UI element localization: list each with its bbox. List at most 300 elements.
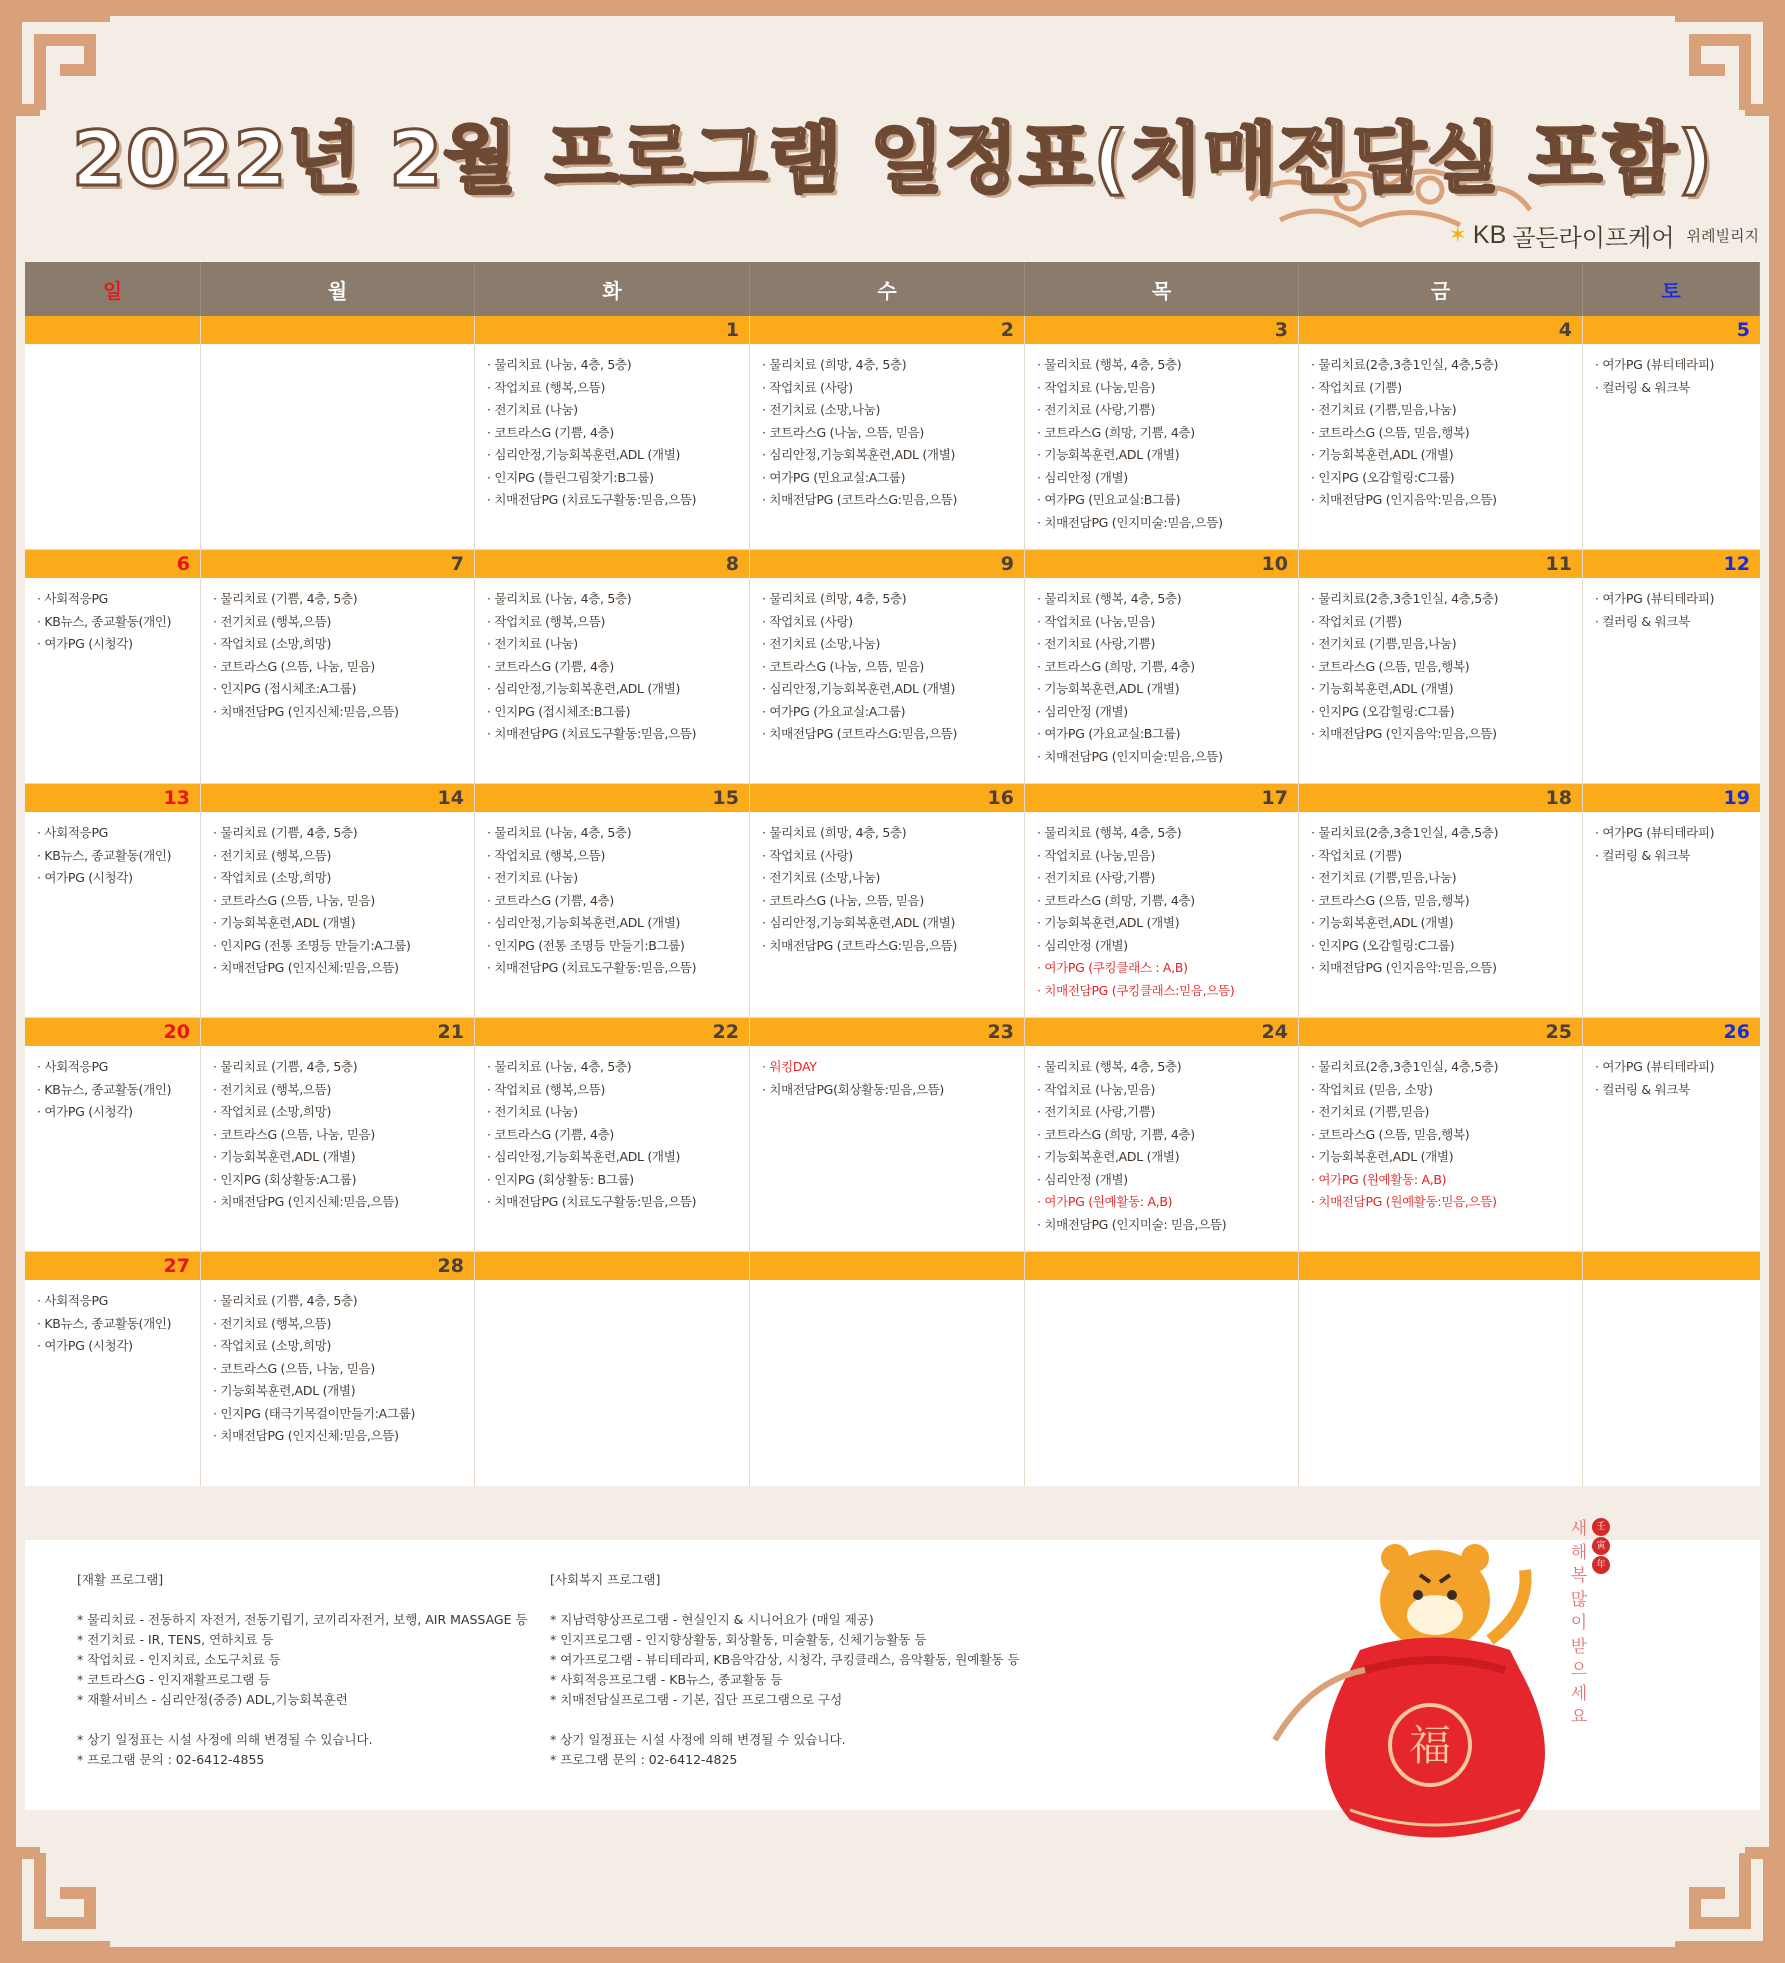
- schedule-item: · 코트라스G (희망, 기쁨, 4층): [1037, 658, 1195, 674]
- calendar-day: [201, 1252, 475, 1486]
- day-number: 22: [475, 1018, 749, 1046]
- day-schedule: [25, 1046, 200, 1251]
- schedule-item: · 전기치료 (행복,으뜸): [213, 847, 332, 863]
- calendar-weeks: [25, 316, 1760, 1486]
- day-schedule: [750, 1046, 1024, 1251]
- day-number: 8: [475, 550, 749, 578]
- schedule-item: · 코트라스G (나눔, 으뜸, 믿음): [762, 424, 925, 440]
- day-schedule: [1583, 1280, 1760, 1486]
- schedule-item: · 인지PG (틀린그림찾기:B그룹): [487, 469, 654, 485]
- schedule-item: · 물리치료 (행복, 4층, 5층): [1037, 591, 1182, 606]
- day-number: 13: [25, 784, 200, 812]
- schedule-item: · 여가PG (뷰티테라피): [1595, 825, 1715, 840]
- day-number: 17: [1025, 784, 1298, 812]
- schedule-item: · 작업치료 (행복,으뜸): [487, 1081, 606, 1097]
- calendar-day: [25, 550, 201, 783]
- schedule-item: · 전기치료 (사랑,기쁨): [1037, 1104, 1156, 1119]
- schedule-item: · 인지PG (접시체조:A그룹): [213, 681, 357, 696]
- brand-kb: KB: [1472, 221, 1507, 249]
- day-number: [1583, 1252, 1760, 1280]
- calendar-day: [1583, 1252, 1760, 1486]
- calendar-day: [1583, 1018, 1760, 1251]
- calendar-day: [750, 550, 1025, 783]
- welfare-line: * 치매전담실프로그램 - 기본, 집단 프로그램으로 구성: [550, 1692, 843, 1707]
- weekday-thu: 목: [1025, 262, 1299, 316]
- schedule-item: · 물리치료(2층,3층1인실, 4층,5층): [1311, 825, 1499, 840]
- schedule-item: · 코트라스G (으뜸, 나눔, 믿음): [213, 892, 376, 908]
- day-schedule: [25, 1280, 200, 1486]
- calendar-day: [1583, 316, 1760, 549]
- corner-ornament: [1655, 1833, 1785, 1963]
- schedule-item: · 전기치료 (기쁨,믿음,나눔): [1311, 402, 1457, 417]
- schedule-item: · 코트라스G (으뜸, 믿음,행복): [1311, 424, 1470, 440]
- rehab-section: [77, 1570, 528, 1770]
- calendar-day: [1025, 550, 1299, 783]
- schedule-item: · 기능회복훈련,ADL (개별): [213, 1383, 356, 1398]
- schedule-item: · 치매전담PG (치료도구활동:믿음,으뜸): [487, 492, 697, 507]
- calendar-day: [1299, 784, 1583, 1017]
- schedule-item: · 치매전담PG (인지미술:믿음,으뜸): [1037, 748, 1223, 764]
- schedule-item: · 작업치료 (소망,희망): [213, 636, 332, 651]
- calendar-day: [750, 316, 1025, 549]
- new-year-greeting: 새해복많이받으세요: [1570, 1519, 1588, 1727]
- rehab-line: * 전기치료 - IR, TENS, 연하치료 등: [77, 1632, 274, 1647]
- schedule-item: · 인지PG (오감힐링:C그룹): [1311, 469, 1455, 485]
- schedule-item: · 심리안정,기능회복훈련,ADL (개별): [487, 447, 681, 462]
- welfare-heading: [사회복지 프로그램]: [550, 1572, 661, 1587]
- schedule-item: · 물리치료 (기쁨, 4층, 5층): [213, 825, 358, 840]
- year-stamp: 年: [1592, 1556, 1610, 1574]
- schedule-item: · 코트라스G (희망, 기쁨, 4층): [1037, 892, 1195, 908]
- brand: [1448, 218, 1759, 253]
- year-stamp: 壬: [1592, 1518, 1610, 1536]
- rehab-line: * 물리치료 - 전동하지 자전거, 전동기립기, 코끼리자전거, 보행, AIR MASSAGE 등: [77, 1612, 528, 1627]
- schedule-item: · 치매전담PG (코트라스G:믿음,으뜸): [762, 726, 958, 741]
- schedule-item: · 치매전담PG (인지음악:믿음,으뜸): [1311, 492, 1497, 507]
- rehab-line: * 작업치료 - 인지치료, 소도구치료 등: [77, 1652, 281, 1667]
- schedule-item: · 물리치료 (행복, 4층, 5층): [1037, 1059, 1182, 1074]
- schedule-item: · 물리치료 (행복, 4층, 5층): [1037, 825, 1182, 840]
- day-number: 26: [1583, 1018, 1760, 1046]
- calendar-week: [25, 550, 1760, 784]
- schedule-item: · 여가PG (뷰티테라피): [1595, 591, 1715, 606]
- schedule-item: · 여가PG (뷰티테라피): [1595, 357, 1715, 372]
- day-schedule: [1025, 812, 1298, 1017]
- schedule-item: · 물리치료 (희망, 4층, 5층): [762, 591, 907, 606]
- calendar-day: [25, 1018, 201, 1251]
- schedule-item: · 사회적응PG: [37, 825, 109, 840]
- calendar-day: [201, 1018, 475, 1251]
- schedule-item: · 치매전담PG (인지미술: 믿음,으뜸): [1037, 1216, 1227, 1232]
- schedule-item: · 심리안정,기능회복훈련,ADL (개별): [762, 681, 956, 696]
- schedule-item: · 전기치료 (행복,으뜸): [213, 1315, 332, 1331]
- year-stamp: 寅: [1592, 1537, 1610, 1555]
- welfare-line: * 지남력향상프로그램 - 현실인지 & 시니어요가 (매일 제공): [550, 1612, 874, 1627]
- schedule-item: · 전기치료 (기쁨,믿음,나눔): [1311, 636, 1457, 651]
- day-number: 1: [475, 316, 749, 344]
- schedule-item: · 코트라스G (으뜸, 믿음,행복): [1311, 892, 1470, 908]
- rehab-line: * 재활서비스 - 심리안정(중증) ADL,기능회복훈련: [77, 1692, 348, 1707]
- day-number: 18: [1299, 784, 1582, 812]
- schedule-item: · 심리안정 (개별): [1037, 703, 1128, 719]
- schedule-item: · 작업치료 (사랑): [762, 613, 853, 629]
- day-number: 28: [201, 1252, 474, 1280]
- schedule-item: · 코트라스G (기쁨, 4층): [487, 658, 614, 674]
- day-number: 15: [475, 784, 749, 812]
- schedule-item: · 기능회복훈련,ADL (개별): [213, 1149, 356, 1164]
- calendar-day: [1025, 1018, 1299, 1251]
- schedule-item: · 여가PG (시청각): [37, 1338, 133, 1353]
- rehab-note: * 상기 일정표는 시설 사정에 의해 변경될 수 있습니다.: [77, 1732, 373, 1747]
- schedule-item: · 기능회복훈련,ADL (개별): [1311, 1149, 1454, 1164]
- schedule-item: · KB뉴스, 종교활동(개인): [37, 1081, 172, 1097]
- day-number: 11: [1299, 550, 1582, 578]
- day-number: 16: [750, 784, 1024, 812]
- day-number: 5: [1583, 316, 1760, 344]
- calendar-day: [1299, 1252, 1583, 1486]
- schedule-item: · 작업치료 (나눔,믿음): [1037, 379, 1156, 395]
- weekday-tue: 화: [475, 262, 750, 316]
- schedule-item: · 여가PG (원예활동: A,B): [1037, 1194, 1173, 1209]
- schedule-item: · 전기치료 (사랑,기쁨): [1037, 402, 1156, 417]
- schedule-item: · 심리안정 (개별): [1037, 937, 1128, 953]
- schedule-item: · 전기치료 (행복,으뜸): [213, 613, 332, 629]
- page-title: 2022년 2월 프로그램 일정표(치매전담실 포함): [71, 114, 1714, 203]
- schedule-item: · 코트라스G (희망, 기쁨, 4층): [1037, 1126, 1195, 1142]
- calendar: [25, 262, 1760, 1486]
- schedule-item: · 전기치료 (기쁨,믿음,나눔): [1311, 870, 1457, 885]
- day-number: 9: [750, 550, 1024, 578]
- day-schedule: [1025, 344, 1298, 549]
- day-schedule: [1583, 812, 1760, 1017]
- calendar-day: [25, 1252, 201, 1486]
- schedule-item: · 물리치료 (기쁨, 4층, 5층): [213, 1293, 358, 1308]
- corner-ornament: [0, 1833, 130, 1963]
- calendar-day: [750, 784, 1025, 1017]
- calendar-day: [25, 316, 201, 549]
- calendar-day: [1299, 550, 1583, 783]
- calendar-day: [201, 784, 475, 1017]
- brand-name: 골든라이프케어: [1512, 224, 1675, 252]
- schedule-item: · 작업치료 (사랑): [762, 847, 853, 863]
- schedule-item: · 기능회복훈련,ADL (개별): [1037, 915, 1180, 930]
- schedule-item: · 치매전담PG (인지신체:믿음,으뜸): [213, 703, 399, 719]
- calendar-day: [475, 1018, 750, 1251]
- calendar-day: [201, 550, 475, 783]
- day-schedule: [201, 578, 474, 783]
- calendar-week: [25, 1252, 1760, 1486]
- schedule-item: · 치매전담PG(회상활동:믿음,으뜸): [762, 1081, 945, 1097]
- day-number: 27: [25, 1252, 200, 1280]
- calendar-week: [25, 784, 1760, 1018]
- welfare-contact: * 프로그램 문의 : 02-6412-4825: [550, 1752, 738, 1767]
- schedule-item: · 컬러링 & 워크북: [1595, 613, 1690, 629]
- schedule-item: · 인지PG (전통 조명등 만들기:A그룹): [213, 937, 411, 953]
- schedule-item: · 여가PG (시청각): [37, 870, 133, 885]
- day-number: 12: [1583, 550, 1760, 578]
- calendar-day: [750, 1252, 1025, 1486]
- day-schedule: [750, 578, 1024, 783]
- schedule-item: · 물리치료 (나눔, 4층, 5층): [487, 825, 632, 840]
- schedule-item: · 물리치료(2층,3층1인실, 4층,5층): [1311, 357, 1499, 372]
- schedule-item: · 코트라스G (기쁨, 4층): [487, 892, 614, 908]
- day-schedule: [475, 812, 749, 1017]
- welfare-note: * 상기 일정표는 시설 사정에 의해 변경될 수 있습니다.: [550, 1732, 846, 1747]
- schedule-item: · 심리안정 (개별): [1037, 1171, 1128, 1187]
- schedule-item: · 전기치료 (나눔): [487, 636, 578, 651]
- schedule-item: · 작업치료 (행복,으뜸): [487, 379, 606, 395]
- schedule-item: · 전기치료 (행복,으뜸): [213, 1081, 332, 1097]
- day-number: 14: [201, 784, 474, 812]
- day-schedule: [1025, 1280, 1298, 1486]
- schedule-item: · 심리안정 (개별): [1037, 469, 1128, 485]
- schedule-item: · 전기치료 (사랑,기쁨): [1037, 870, 1156, 885]
- schedule-item: · 심리안정,기능회복훈련,ADL (개별): [762, 915, 956, 930]
- schedule-item: · 사회적응PG: [37, 591, 109, 606]
- schedule-item: · 치매전담PG (치료도구활동:믿음,으뜸): [487, 960, 697, 975]
- schedule-item: · 작업치료 (기쁨): [1311, 847, 1402, 863]
- calendar-day: [475, 784, 750, 1017]
- schedule-item: · 치매전담PG (치료도구활동:믿음,으뜸): [487, 1194, 697, 1209]
- schedule-item: · 인지PG (회상활동: B그룹): [487, 1171, 634, 1187]
- schedule-item: · 작업치료 (행복,으뜸): [487, 613, 606, 629]
- schedule-item: · 인지PG (접시체조:B그룹): [487, 703, 631, 719]
- weekday-mon: 월: [201, 262, 475, 316]
- day-number: [750, 1252, 1024, 1280]
- schedule-item: · 치매전담PG (인지음악:믿음,으뜸): [1311, 726, 1497, 741]
- schedule-item: · 물리치료 (행복, 4층, 5층): [1037, 357, 1182, 372]
- day-schedule: [201, 1046, 474, 1251]
- day-number: 10: [1025, 550, 1298, 578]
- schedule-item: · 여가PG (뷰티테라피): [1595, 1059, 1715, 1074]
- rehab-heading: [재활 프로그램]: [77, 1572, 164, 1587]
- schedule-item: · 기능회복훈련,ADL (개별): [1037, 681, 1180, 696]
- schedule-item: · 사회적응PG: [37, 1059, 109, 1074]
- schedule-item: · 전기치료 (나눔): [487, 1104, 578, 1119]
- welfare-line: * 여가프로그램 - 뷰티테라피, KB음악감상, 시청각, 쿠킹클래스, 음악활동, 원예활동 등: [550, 1652, 1020, 1667]
- schedule-item: · 전기치료 (소망,나눔): [762, 636, 881, 651]
- schedule-item: · 코트라스G (나눔, 으뜸, 믿음): [762, 658, 925, 674]
- schedule-item: · 작업치료 (소망,희망): [213, 870, 332, 885]
- day-schedule: [201, 1280, 474, 1486]
- schedule-item: · 여가PG (가요교실:A그룹): [762, 703, 906, 719]
- schedule-item: · 기능회복훈련,ADL (개별): [213, 915, 356, 930]
- day-number: 7: [201, 550, 474, 578]
- schedule-item: · 물리치료 (희망, 4층, 5층): [762, 825, 907, 840]
- schedule-item: · 치매전담PG (치료도구활동:믿음,으뜸): [487, 726, 697, 741]
- schedule-item: · 기능회복훈련,ADL (개별): [1311, 447, 1454, 462]
- day-schedule: [25, 344, 200, 549]
- lucky-pouch-illustration: [1270, 1520, 1570, 1860]
- day-schedule: [475, 578, 749, 783]
- day-number: 21: [201, 1018, 474, 1046]
- schedule-item: · 여가PG (시청각): [37, 1104, 133, 1119]
- schedule-item: · 코트라스G (나눔, 으뜸, 믿음): [762, 892, 925, 908]
- schedule-item: · 인지PG (전통 조명등 만들기:B그룹): [487, 937, 685, 953]
- day-schedule: [750, 1280, 1024, 1486]
- schedule-item: · 물리치료 (기쁨, 4층, 5층): [213, 591, 358, 606]
- schedule-item: · 코트라스G (으뜸, 믿음,행복): [1311, 1126, 1470, 1142]
- day-number: [1299, 1252, 1582, 1280]
- schedule-item: · 작업치료 (기쁨): [1311, 379, 1402, 395]
- schedule-item: · 작업치료 (소망,희망): [213, 1104, 332, 1119]
- schedule-item: · 작업치료 (믿음, 소망): [1311, 1081, 1433, 1097]
- schedule-item: · 코트라스G (기쁨, 4층): [487, 424, 614, 440]
- welfare-section: [550, 1570, 1020, 1770]
- day-schedule: [475, 1046, 749, 1251]
- day-schedule: [475, 344, 749, 549]
- day-number: 3: [1025, 316, 1298, 344]
- calendar-day: [1299, 1018, 1583, 1251]
- schedule-item: · 기능회복훈련,ADL (개별): [1037, 1149, 1180, 1164]
- star-logo-icon: ✶: [1448, 223, 1467, 248]
- schedule-item: · 물리치료 (나눔, 4층, 5층): [487, 357, 632, 372]
- schedule-item: · 치매전담PG (원예활동:믿음,으뜸): [1311, 1194, 1497, 1209]
- day-number: [25, 316, 200, 344]
- calendar-day: [1025, 784, 1299, 1017]
- schedule-item: · 물리치료 (나눔, 4층, 5층): [487, 591, 632, 606]
- schedule-item: · 물리치료 (희망, 4층, 5층): [762, 357, 907, 372]
- schedule-item: · 작업치료 (나눔,믿음): [1037, 1081, 1156, 1097]
- schedule-item: · 치매전담PG (쿠킹클래스:믿음,으뜸): [1037, 982, 1235, 998]
- schedule-item: · KB뉴스, 종교활동(개인): [37, 847, 172, 863]
- day-number: 24: [1025, 1018, 1298, 1046]
- schedule-item: · 전기치료 (사랑,기쁨): [1037, 636, 1156, 651]
- day-schedule: [25, 578, 200, 783]
- rehab-contact: * 프로그램 문의 : 02-6412-4855: [77, 1752, 265, 1767]
- calendar-day: [475, 316, 750, 549]
- schedule-item: · 여가PG (민요교실:A그룹): [762, 469, 906, 485]
- weekday-fri: 금: [1299, 262, 1583, 316]
- calendar-week: [25, 1018, 1760, 1252]
- schedule-item: · 심리안정,기능회복훈련,ADL (개별): [487, 915, 681, 930]
- schedule-item: · 인지PG (태극기목걸이만들기:A그룹): [213, 1405, 416, 1421]
- schedule-item: · 전기치료 (나눔): [487, 402, 578, 417]
- schedule-item: · 사회적응PG: [37, 1293, 109, 1308]
- day-schedule: [1025, 1046, 1298, 1251]
- weekday-header: [25, 262, 1760, 316]
- schedule-item: · 물리치료 (기쁨, 4층, 5층): [213, 1059, 358, 1074]
- schedule-item: · 코트라스G (으뜸, 믿음,행복): [1311, 658, 1470, 674]
- schedule-item: · 인지PG (오감힐링:C그룹): [1311, 937, 1455, 953]
- schedule-item: · 작업치료 (소망,희망): [213, 1338, 332, 1353]
- day-number: 19: [1583, 784, 1760, 812]
- schedule-item: · 기능회복훈련,ADL (개별): [1311, 915, 1454, 930]
- day-schedule: [25, 812, 200, 1017]
- schedule-item: · 코트라스G (기쁨, 4층): [487, 1126, 614, 1142]
- day-schedule: [1583, 1046, 1760, 1251]
- day-schedule: [1299, 344, 1582, 549]
- schedule-item: · 기능회복훈련,ADL (개별): [1037, 447, 1180, 462]
- schedule-item: · KB뉴스, 종교활동(개인): [37, 613, 172, 629]
- schedule-item: · 심리안정,기능회복훈련,ADL (개별): [487, 1149, 681, 1164]
- calendar-week: [25, 316, 1760, 550]
- day-number: 23: [750, 1018, 1024, 1046]
- calendar-day: [1583, 550, 1760, 783]
- rehab-line: * 코트라스G - 인지재활프로그램 등: [77, 1672, 271, 1687]
- schedule-item: · 워킹DAY: [762, 1059, 817, 1074]
- schedule-item: · 치매전담PG (인지음악:믿음,으뜸): [1311, 960, 1497, 975]
- schedule-item: · 심리안정,기능회복훈련,ADL (개별): [487, 681, 681, 696]
- calendar-day: [1025, 316, 1299, 549]
- schedule-item: · 인지PG (회상활동:A그룹): [213, 1171, 357, 1187]
- schedule-item: · 물리치료(2층,3층1인실, 4층,5층): [1311, 1059, 1499, 1074]
- day-schedule: [1583, 344, 1760, 549]
- schedule-item: · 인지PG (오감힐링:C그룹): [1311, 703, 1455, 719]
- schedule-item: · KB뉴스, 종교활동(개인): [37, 1315, 172, 1331]
- weekday-sat: 토: [1583, 262, 1760, 316]
- calendar-day: [475, 550, 750, 783]
- schedule-item: · 치매전담PG (인지미술:믿음,으뜸): [1037, 514, 1223, 530]
- welfare-line: * 사회적응프로그램 - KB뉴스, 종교활동 등: [550, 1672, 783, 1687]
- schedule-item: · 코트라스G (으뜸, 나눔, 믿음): [213, 1360, 376, 1376]
- schedule-item: · 전기치료 (나눔): [487, 870, 578, 885]
- calendar-day: [25, 784, 201, 1017]
- day-schedule: [1583, 578, 1760, 783]
- calendar-day: [201, 316, 475, 549]
- schedule-item: · 여가PG (원예활동: A,B): [1311, 1171, 1447, 1187]
- day-number: 4: [1299, 316, 1582, 344]
- day-schedule: [1299, 578, 1582, 783]
- schedule-item: · 심리안정,기능회복훈련,ADL (개별): [762, 447, 956, 462]
- schedule-item: · 물리치료 (나눔, 4층, 5층): [487, 1059, 632, 1074]
- schedule-item: · 치매전담PG (코트라스G:믿음,으뜸): [762, 492, 958, 507]
- schedule-item: · 작업치료 (나눔,믿음): [1037, 847, 1156, 863]
- welfare-line: * 인지프로그램 - 인지향상활동, 회상활동, 미술활동, 신체기능활동 등: [550, 1632, 927, 1647]
- schedule-item: · 전기치료 (소망,나눔): [762, 870, 881, 885]
- day-number: 20: [25, 1018, 200, 1046]
- day-schedule: [750, 344, 1024, 549]
- day-schedule: [750, 812, 1024, 1017]
- calendar-day: [475, 1252, 750, 1486]
- schedule-item: · 치매전담PG (코트라스G:믿음,으뜸): [762, 937, 958, 953]
- calendar-day: [1299, 316, 1583, 549]
- day-number: [201, 316, 474, 344]
- year-stamps: [1592, 1518, 1612, 1575]
- schedule-item: · 여가PG (쿠킹클래스 : A,B): [1037, 960, 1188, 975]
- day-number: 25: [1299, 1018, 1582, 1046]
- schedule-item: · 코트라스G (으뜸, 나눔, 믿음): [213, 1126, 376, 1142]
- schedule-item: · 전기치료 (기쁨,믿음): [1311, 1104, 1430, 1119]
- schedule-item: · 기능회복훈련,ADL (개별): [1311, 681, 1454, 696]
- schedule-item: · 코트라스G (으뜸, 나눔, 믿음): [213, 658, 376, 674]
- schedule-item: · 작업치료 (나눔,믿음): [1037, 613, 1156, 629]
- schedule-item: · 물리치료(2층,3층1인실, 4층,5층): [1311, 591, 1499, 606]
- day-schedule: [201, 812, 474, 1017]
- weekday-wed: 수: [750, 262, 1025, 316]
- schedule-item: · 코트라스G (희망, 기쁨, 4층): [1037, 424, 1195, 440]
- day-schedule: [1299, 812, 1582, 1017]
- schedule-item: · 여가PG (가요교실:B그룹): [1037, 726, 1181, 741]
- schedule-item: · 작업치료 (기쁨): [1311, 613, 1402, 629]
- schedule-item: · 여가PG (시청각): [37, 636, 133, 651]
- day-number: 2: [750, 316, 1024, 344]
- schedule-item: · 컬러링 & 워크북: [1595, 847, 1690, 863]
- day-schedule: [1299, 1280, 1582, 1486]
- schedule-item: · 치매전담PG (인지신체:믿음,으뜸): [213, 960, 399, 975]
- schedule-item: · 여가PG (민요교실:B그룹): [1037, 492, 1181, 507]
- brand-village: 위례빌리지: [1686, 227, 1759, 245]
- calendar-day: [750, 1018, 1025, 1251]
- weekday-sun: 일: [25, 262, 201, 316]
- schedule-item: · 컬러링 & 워크북: [1595, 1081, 1690, 1097]
- pouch-character: 福: [1408, 1721, 1452, 1770]
- schedule-item: · 전기치료 (소망,나눔): [762, 402, 881, 417]
- schedule-item: · 작업치료 (사랑): [762, 379, 853, 395]
- day-schedule: [475, 1280, 749, 1486]
- day-number: 6: [25, 550, 200, 578]
- day-schedule: [1025, 578, 1298, 783]
